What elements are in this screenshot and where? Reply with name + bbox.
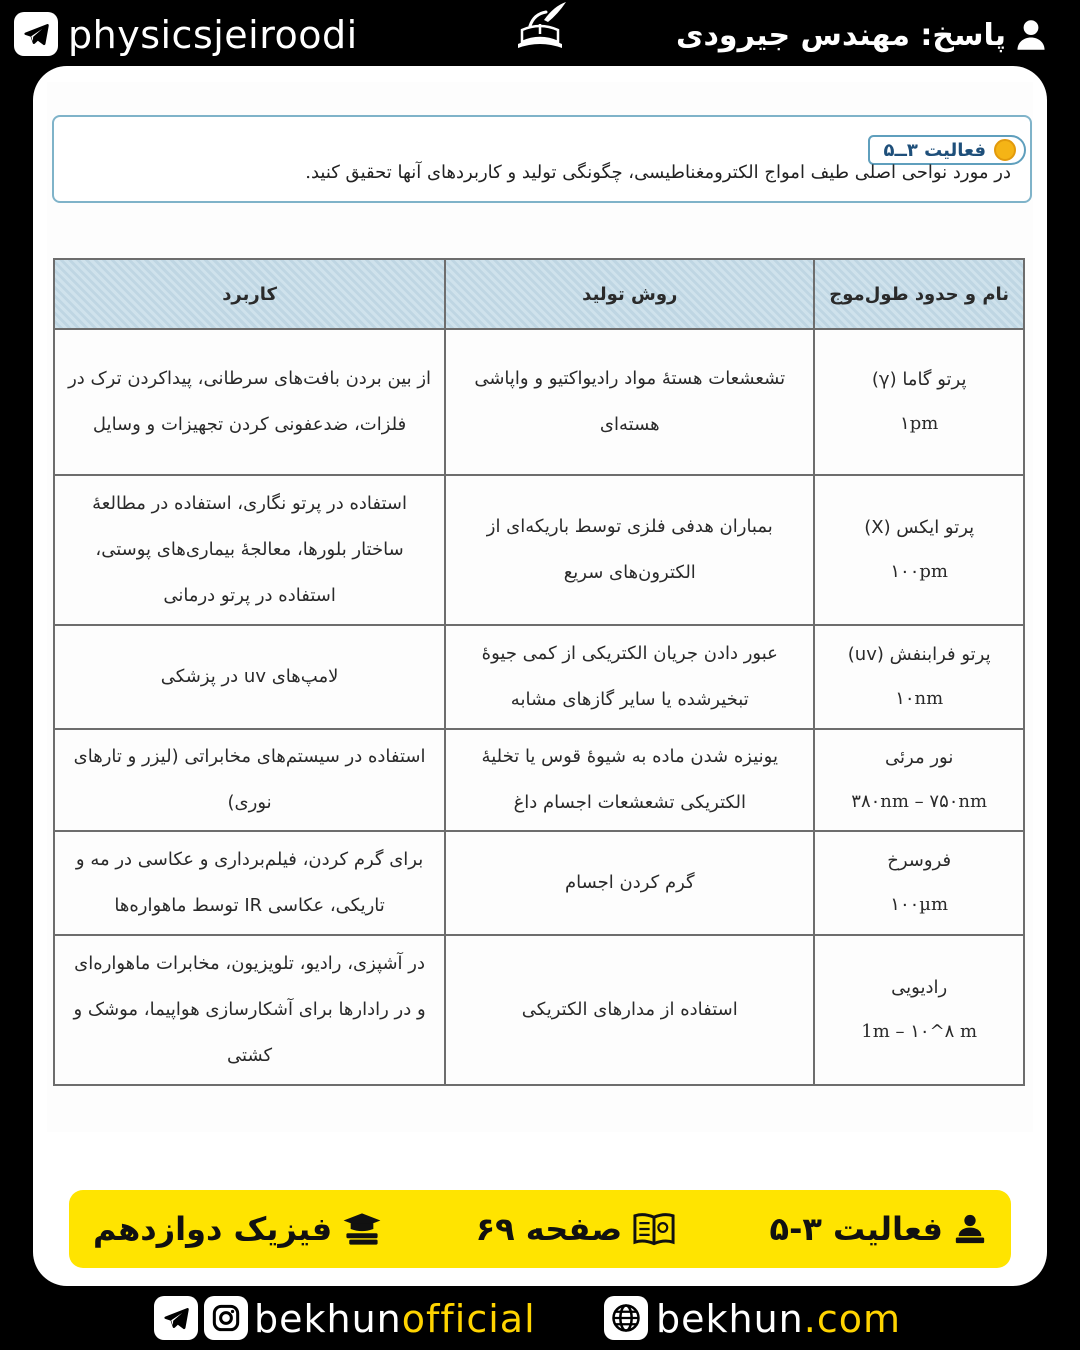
wave-name: پرتو گاما (γ) xyxy=(871,369,967,390)
activity-prompt: در مورد نواحی اصلی طیف امواج الکترومغناطیسی، چگونگی تولید و کاربردهای آنها تحقیق کنید. xyxy=(305,162,1011,183)
open-book-icon xyxy=(632,1211,676,1247)
header-production: روش تولید xyxy=(445,259,814,329)
wave-range: ۱pm xyxy=(900,413,939,434)
info-bar xyxy=(69,1190,1011,1268)
cell-usage: در آشپزی، رادیو، تلویزیون، مخابرات ماهواره‌ای و در رادارها برای آشکارسازی هواپیما، موشک و کشتی xyxy=(54,935,445,1085)
content-card xyxy=(33,66,1047,1286)
activity-dot-icon xyxy=(994,139,1016,161)
cell-name xyxy=(814,831,1024,935)
cell-usage: از بین بردن بافت‌های سرطانی، پیداکردن ترک در فلزات، ضدعفونی کردن تجهیزات و وسایل xyxy=(54,329,445,475)
info-activity-text: فعالیت ۳-۵ xyxy=(769,1210,943,1248)
info-page xyxy=(476,1210,677,1248)
cell-name xyxy=(814,475,1024,625)
wave-range: ۱۰۰µm xyxy=(890,894,949,915)
cell-production: بمباران هدفی فلزی توسط باریکه‌ای از الکترون‌های سریع xyxy=(445,475,814,625)
table-row xyxy=(54,475,1024,625)
wave-range: 1m – ۱۰^۸ m xyxy=(861,1021,978,1042)
website-prefix: bekhun xyxy=(656,1297,804,1341)
user-icon xyxy=(1016,19,1046,51)
wave-range: ۱۰۰pm xyxy=(890,561,948,582)
cell-name xyxy=(814,935,1024,1085)
social-handle-prefix: bekhun xyxy=(254,1297,402,1341)
header-usage: کاربرد xyxy=(54,259,445,329)
textbook-scan xyxy=(47,82,1033,1132)
graduation-books-icon xyxy=(342,1212,382,1246)
answer-credit-text: پاسخ: مهندس جیرودی xyxy=(676,17,1006,53)
website-suffix: .com xyxy=(803,1297,902,1341)
cell-name xyxy=(814,729,1024,831)
cell-usage: استفاده در سیستم‌های مخابراتی (لیزر و تارهای نوری) xyxy=(54,729,445,831)
website-link[interactable] xyxy=(656,1292,901,1346)
activity-title: فعالیت ۳ــ۵ xyxy=(883,139,986,161)
wave-name: پرتو ایکس (X) xyxy=(864,517,975,538)
cell-name xyxy=(814,625,1024,729)
logo-mark-icon xyxy=(500,0,580,70)
wave-range: ۱۰nm xyxy=(895,688,944,709)
cell-production: تشعشعات هستهٔ مواد رادیواکتیو و واپاشی هسته‌ای xyxy=(445,329,814,475)
table-row xyxy=(54,935,1024,1085)
cell-production: عبور دادن جریان الکتریکی از کمی جیوهٔ تبخیرشده یا سایر گازهای مشابه xyxy=(445,625,814,729)
wave-name: پرتو فرابنفش (uv) xyxy=(847,644,991,665)
wave-range: ۳۸۰nm – ۷۵۰nm xyxy=(851,791,988,812)
table-header-row xyxy=(54,259,1024,329)
social-handle[interactable] xyxy=(254,1292,536,1346)
cell-production: استفاده از مدارهای الکتریکی xyxy=(445,935,814,1085)
instagram-icon[interactable] xyxy=(204,1296,248,1340)
table-row xyxy=(54,625,1024,729)
activity-box xyxy=(52,115,1032,203)
wave-name: نور مرئی xyxy=(885,747,954,768)
info-activity xyxy=(770,1210,987,1248)
bottom-bar xyxy=(0,1286,1080,1350)
cell-usage: استفاده در پرتو نگاری، استفاده در مطالعهٔ ساختار بلورها، معالجهٔ بیماری‌های پوستی، استفاده در پرتو درمانی xyxy=(54,475,445,625)
activity-tag xyxy=(868,135,1026,165)
cell-production: گرم کردن اجسام xyxy=(445,831,814,935)
wave-name: رادیویی xyxy=(891,977,948,998)
cell-usage: برای گرم کردن، فیلم‌برداری و عکاسی در مه و تاریکی، عکاسی IR توسط ماهواره‌ها xyxy=(54,831,445,935)
info-book-text: فیزیک دوازدهم xyxy=(93,1210,333,1248)
answer-credit xyxy=(676,12,1046,58)
spectrum-table xyxy=(53,258,1025,1086)
table-row xyxy=(54,729,1024,831)
social-handle-suffix: official xyxy=(401,1297,536,1341)
cell-production: یونیزه شدن ماده به شیوهٔ قوس یا تخلیهٔ الکتریکی تشعشعات اجسام داغ xyxy=(445,729,814,831)
cell-name xyxy=(814,329,1024,475)
globe-icon[interactable] xyxy=(604,1296,648,1340)
header-name: نام و حدود طول‌موج xyxy=(814,259,1024,329)
info-page-text: صفحه ۶۹ xyxy=(475,1210,623,1248)
telegram-icon[interactable] xyxy=(154,1296,198,1340)
table-row xyxy=(54,329,1024,475)
wave-name: فروسرخ xyxy=(887,850,952,871)
top-bar xyxy=(0,0,1080,70)
telegram-icon[interactable] xyxy=(14,12,58,56)
telegram-handle[interactable]: physicsjeiroodi xyxy=(68,13,358,57)
info-book xyxy=(93,1210,382,1248)
teacher-icon xyxy=(953,1212,987,1246)
table-row xyxy=(54,831,1024,935)
cell-usage: لامپ‌های uv در پزشکی xyxy=(54,625,445,729)
